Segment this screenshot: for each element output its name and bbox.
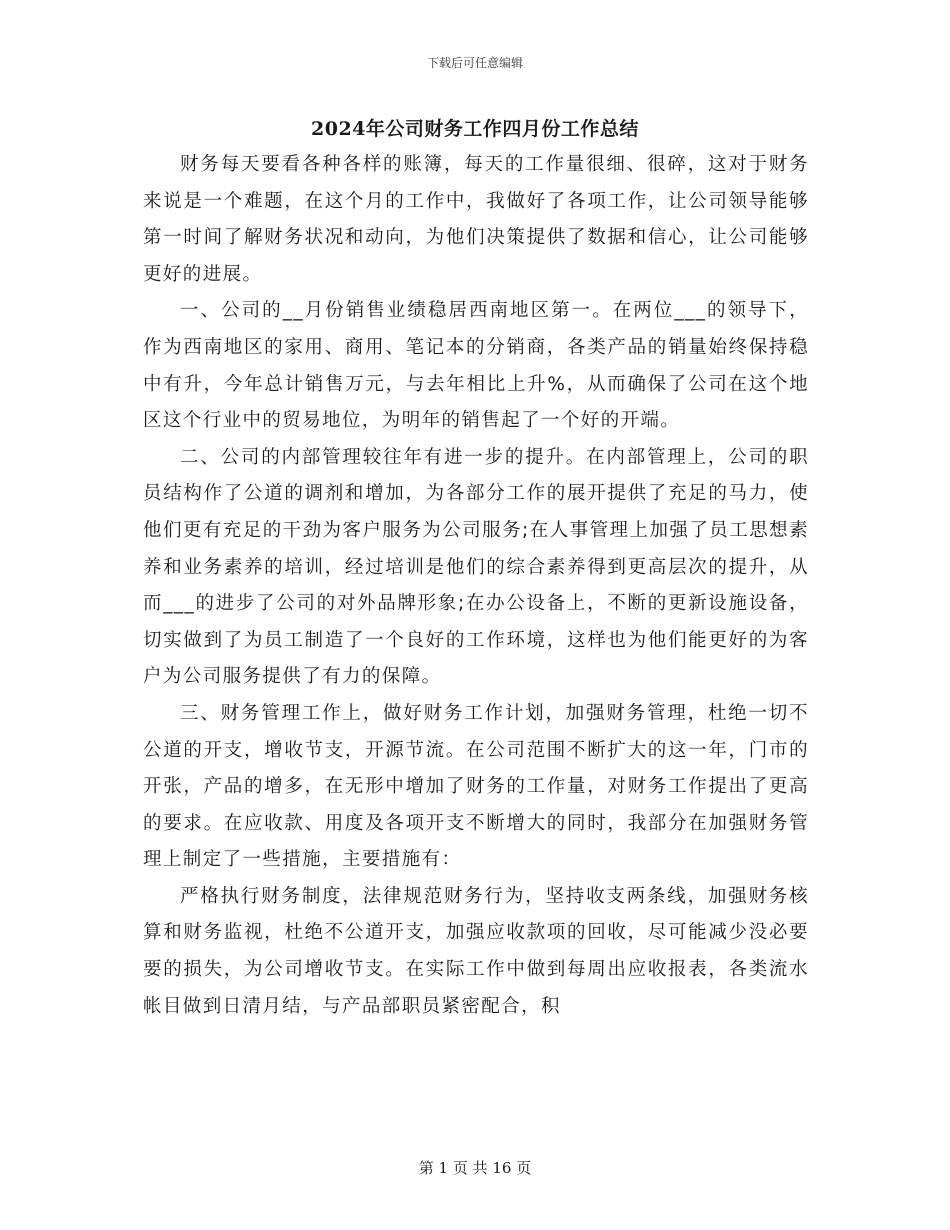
paragraph-measures: 严格执行财务制度，法律规范财务行为，坚持收支两条线，加强财务核算和财务监视，杜绝不公道开支，加强应收款项的回收，尽可能减少没必要要的损失，为公司增收节支。在实际工作中做到每周出应收报表，各类流水帐目做到日清月结，与产品部职员紧密配合，积 — [143, 885, 809, 1017]
page-header: 下载后可任意编辑 — [426, 56, 523, 70]
document-body — [143, 147, 809, 1025]
paragraph-section-1: 一、公司的__月份销售业绩稳居西南地区第一。在两位___的领导下，作为西南地区的家用、商用、笔记本的分销商，各类产品的销量始终保持稳中有升，今年总计销售万元，与去年相比上升%，从而确保了公司在这个地区这个行业中的贸易地位，为明年的销售起了一个好的开端。 — [143, 300, 809, 432]
page-number: 第 1 页 共 16 页 — [418, 1159, 532, 1177]
paragraph-section-2: 二、公司的内部管理较往年有进一步的提升。在内部管理上，公司的职员结构作了公道的调剂和增加，为各部分工作的展开提供了充足的马力，使他们更有充足的干劲为客户服务为公司服务;在人事管理上加强了员工思想素养和业务素养的培训，经过培训是他们的综合素养得到更高层次的提升，从而___的进步了公司的对外品牌形象;在办公设备上，不断的更新设施设备，切实做到了为员工制造了一个良好的工作环境，这样也为他们能更好的为客户为公司服务提供了有力的保障。 — [143, 446, 809, 688]
document-title: 2024年公司财务工作四月份工作总结 — [311, 118, 639, 140]
paragraph-intro: 财务每天要看各种各样的账簿，每天的工作量很细、很碎，这对于财务来说是一个难题，在这个月的工作中，我做好了各项工作，让公司领导能够第一时间了解财务状况和动向，为他们决策提供了数据和信心，让公司能够更好的进展。 — [143, 154, 809, 285]
paragraph-section-3: 三、财务管理工作上，做好财务工作计划，加强财务管理，杜绝一切不公道的开支，增收节支，开源节流。在公司范围不断扩大的这一年，门市的开张，产品的增多，在无形中增加了财务的工作量，对财务工作提出了更高的要求。在应收款、用度及各项开支不断增大的同时，我部分在加强财务管理上制定了一些措施，主要措施有： — [143, 702, 809, 871]
